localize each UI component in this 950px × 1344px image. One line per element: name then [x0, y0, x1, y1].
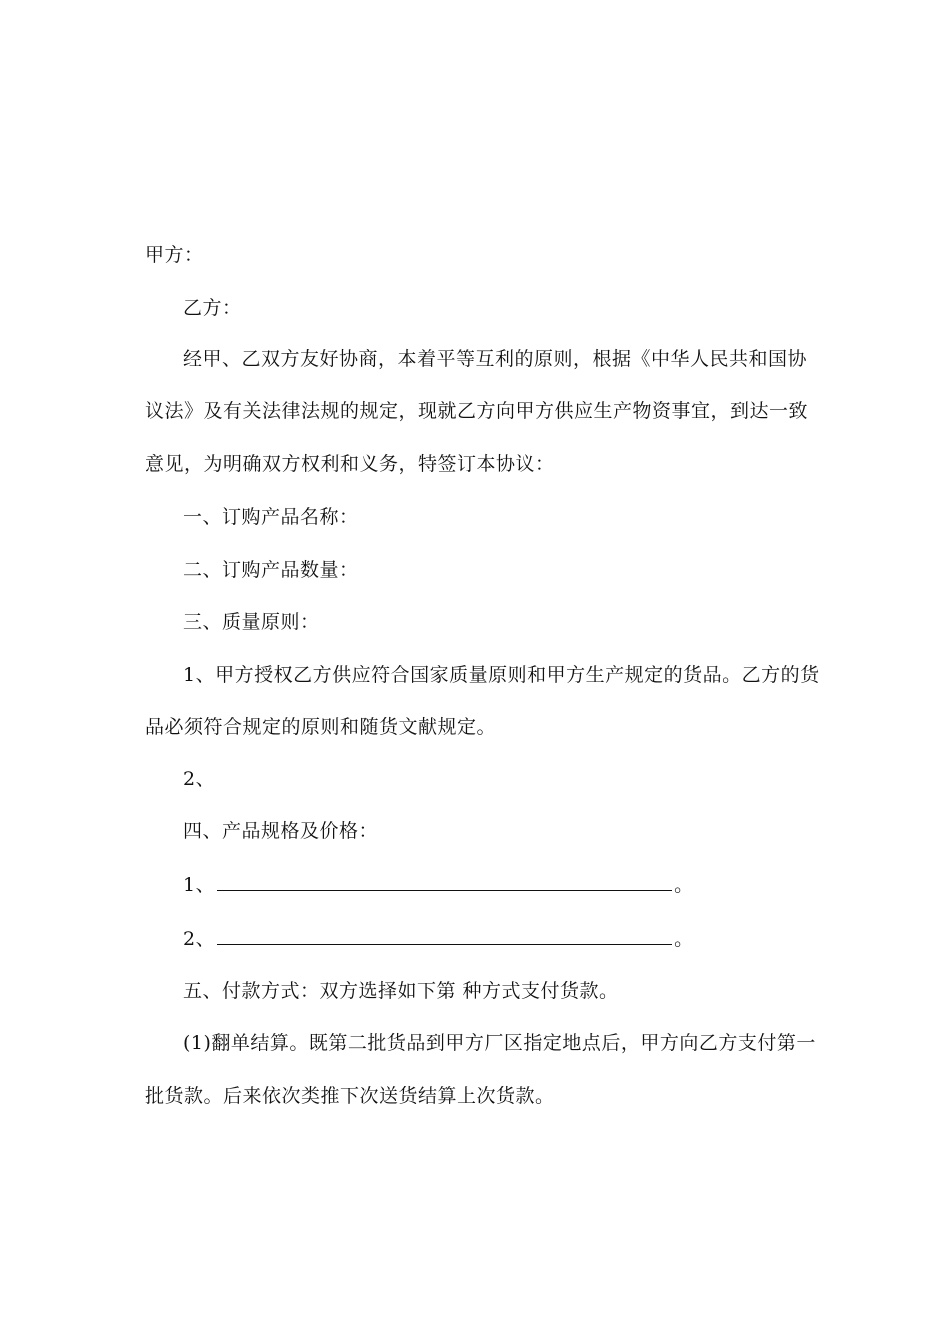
clause-3-2: 2、: [183, 768, 216, 790]
spec-item: [183, 872, 694, 898]
spec-item-suffix: 。: [674, 928, 694, 950]
party-b-label: 乙方：: [183, 297, 242, 319]
spec-item-prefix: 2、: [183, 928, 216, 950]
section-payment-method: 五、付款方式：双方选择如下第 种方式支付货款。: [183, 980, 619, 1002]
payment-line: (1)翻单结算。既第二批货品到甲方厂区指定地点后，甲方向乙方支付第一: [183, 1032, 816, 1054]
fill-in-blank[interactable]: [217, 874, 672, 891]
section-quality: 三、质量原则：: [183, 611, 320, 633]
fill-in-blank[interactable]: [217, 928, 672, 945]
intro-line: 议法》及有关法律法规的规定，现就乙方向甲方供应生产物资事宜，到达一致: [145, 400, 809, 422]
clause-line: 1、甲方授权乙方供应符合国家质量原则和甲方生产规定的货品。乙方的货: [183, 664, 820, 686]
payment-line: 批货款。后来依次类推下次送货结算上次货款。: [145, 1085, 555, 1107]
section-product-name: 一、订购产品名称：: [183, 506, 359, 528]
intro-line: 经甲、乙双方友好协商，本着平等互利的原则，根据《中华人民共和国协: [183, 348, 808, 370]
intro-line: 意见，为明确双方权利和义务，特签订本协议：: [145, 453, 555, 475]
clause-line: 品必须符合规定的原则和随货文献规定。: [145, 716, 497, 738]
party-a-label: 甲方：: [145, 244, 204, 266]
section-spec-price: 四、产品规格及价格：: [183, 820, 379, 842]
spec-item-suffix: 。: [674, 874, 694, 896]
section-product-quantity: 二、订购产品数量：: [183, 559, 359, 581]
spec-item: [183, 926, 694, 952]
spec-item-prefix: 1、: [183, 874, 216, 896]
